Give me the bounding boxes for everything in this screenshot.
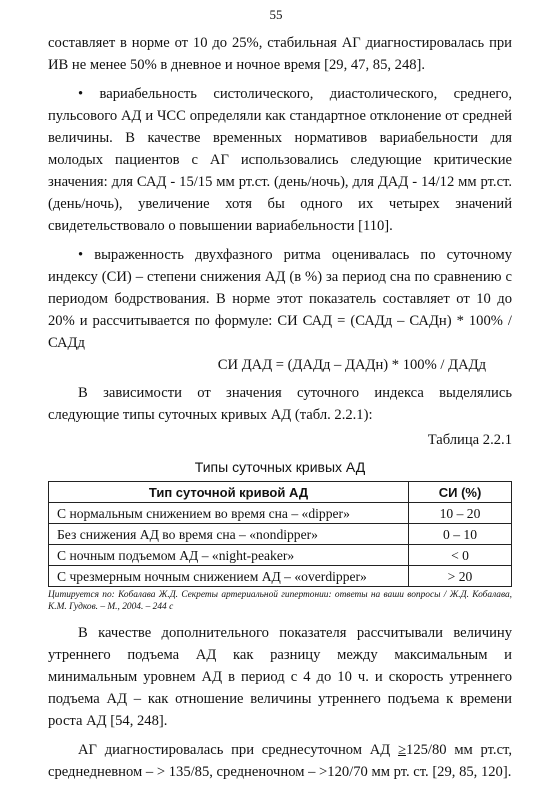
diagnosis-text-end: 125/80 мм рт.ст, среднедневном – > 135/85, средненочном – >120/70 мм рт. ст. [29, 85, 120]. bbox=[48, 742, 512, 780]
paragraph-diagnosis bbox=[48, 739, 512, 783]
table-row bbox=[49, 545, 512, 566]
cell-type: С нормальным снижением во время сна – «dipper» bbox=[49, 503, 409, 524]
page-number: 55 bbox=[269, 7, 283, 22]
paragraph-intro: составляет в норме от 10 до 25%, стабильная АГ диагностировалась при ИВ не менее 50% в дневное и ночное время [29, 47, 85, 248]. bbox=[48, 35, 512, 73]
table-row bbox=[49, 503, 512, 524]
table-title: Типы суточных кривых АД bbox=[194, 459, 366, 475]
cell-si: 0 – 10 bbox=[409, 524, 512, 545]
cell-si: > 20 bbox=[409, 566, 512, 587]
cell-type: С ночным подъемом АД – «night-peaker» bbox=[49, 545, 409, 566]
ge-symbol: ≥ bbox=[398, 742, 407, 758]
formula-dad: СИ ДАД = (ДАДд – ДАДн) * 100% / ДАДд bbox=[217, 357, 486, 373]
cell-type: Без снижения АД во время сна – «nondipper» bbox=[49, 524, 409, 545]
header-curve-type: Тип суточной кривой АД bbox=[49, 482, 409, 503]
paragraph-curve-types: В зависимости от значения суточного индекса выделялись следующие типы суточных кривых АД (табл. 2.2.1): bbox=[48, 385, 512, 423]
cell-si: < 0 bbox=[409, 545, 512, 566]
diagnosis-text-start: АГ диагностировалась при среднесуточном АД bbox=[78, 742, 399, 758]
page-content bbox=[48, 32, 512, 783]
cell-si: 10 – 20 bbox=[409, 503, 512, 524]
table-source-note: Цитируется по: Кобалава Ж.Д. Секреты артериальной гипертонии: ответы на ваши вопросы / Ж.Д. Кобалава, К.М. Гудков. – М., 2004. – 244 с bbox=[48, 590, 512, 612]
header-si: СИ (%) bbox=[409, 482, 512, 503]
table-row bbox=[49, 566, 512, 587]
table-header-row bbox=[49, 482, 512, 503]
table-caption: Таблица 2.2.1 bbox=[427, 432, 512, 448]
curve-types-table bbox=[48, 481, 512, 587]
table-row bbox=[49, 524, 512, 545]
paragraph-variability: • вариабельность систолического, диастолического, среднего, пульсового АД и ЧСС определяли как стандартное отклонение от средней величины. В качестве временных нормативов вариабельности для молодых пациентов с АГ использовались следующие критические значения: для САД - 15/15 мм рт.ст. (день/ночь), для ДАД - 14/12 мм рт.ст. (день/ночь), увеличение хотя бы одного их четырех значений свидетельствовало о повышении вариабельности [110]. bbox=[48, 86, 512, 234]
paragraph-morning-rise: В качестве дополнительного показателя рассчитывали величину утреннего подъема АД как разницу между максимальным и минимальным уровнем АД в период с 4 до 10 ч. и скорость утреннего подъема АД – как отношение величины утреннего подъема к времени роста АД [54, 248]. bbox=[48, 625, 512, 729]
paragraph-daily-index: • выраженность двухфазного ритма оценивалась по суточному индексу (СИ) – степени снижения АД (в %) за период сна по сравнению с периодом бодрствования. В норме этот показатель составляет от 10 до 20% и рассчитывается по формуле: СИ САД = (САДд – САДн) * 100% / САДд bbox=[48, 247, 512, 351]
cell-type: С чрезмерным ночным снижением АД – «overdipper» bbox=[49, 566, 409, 587]
